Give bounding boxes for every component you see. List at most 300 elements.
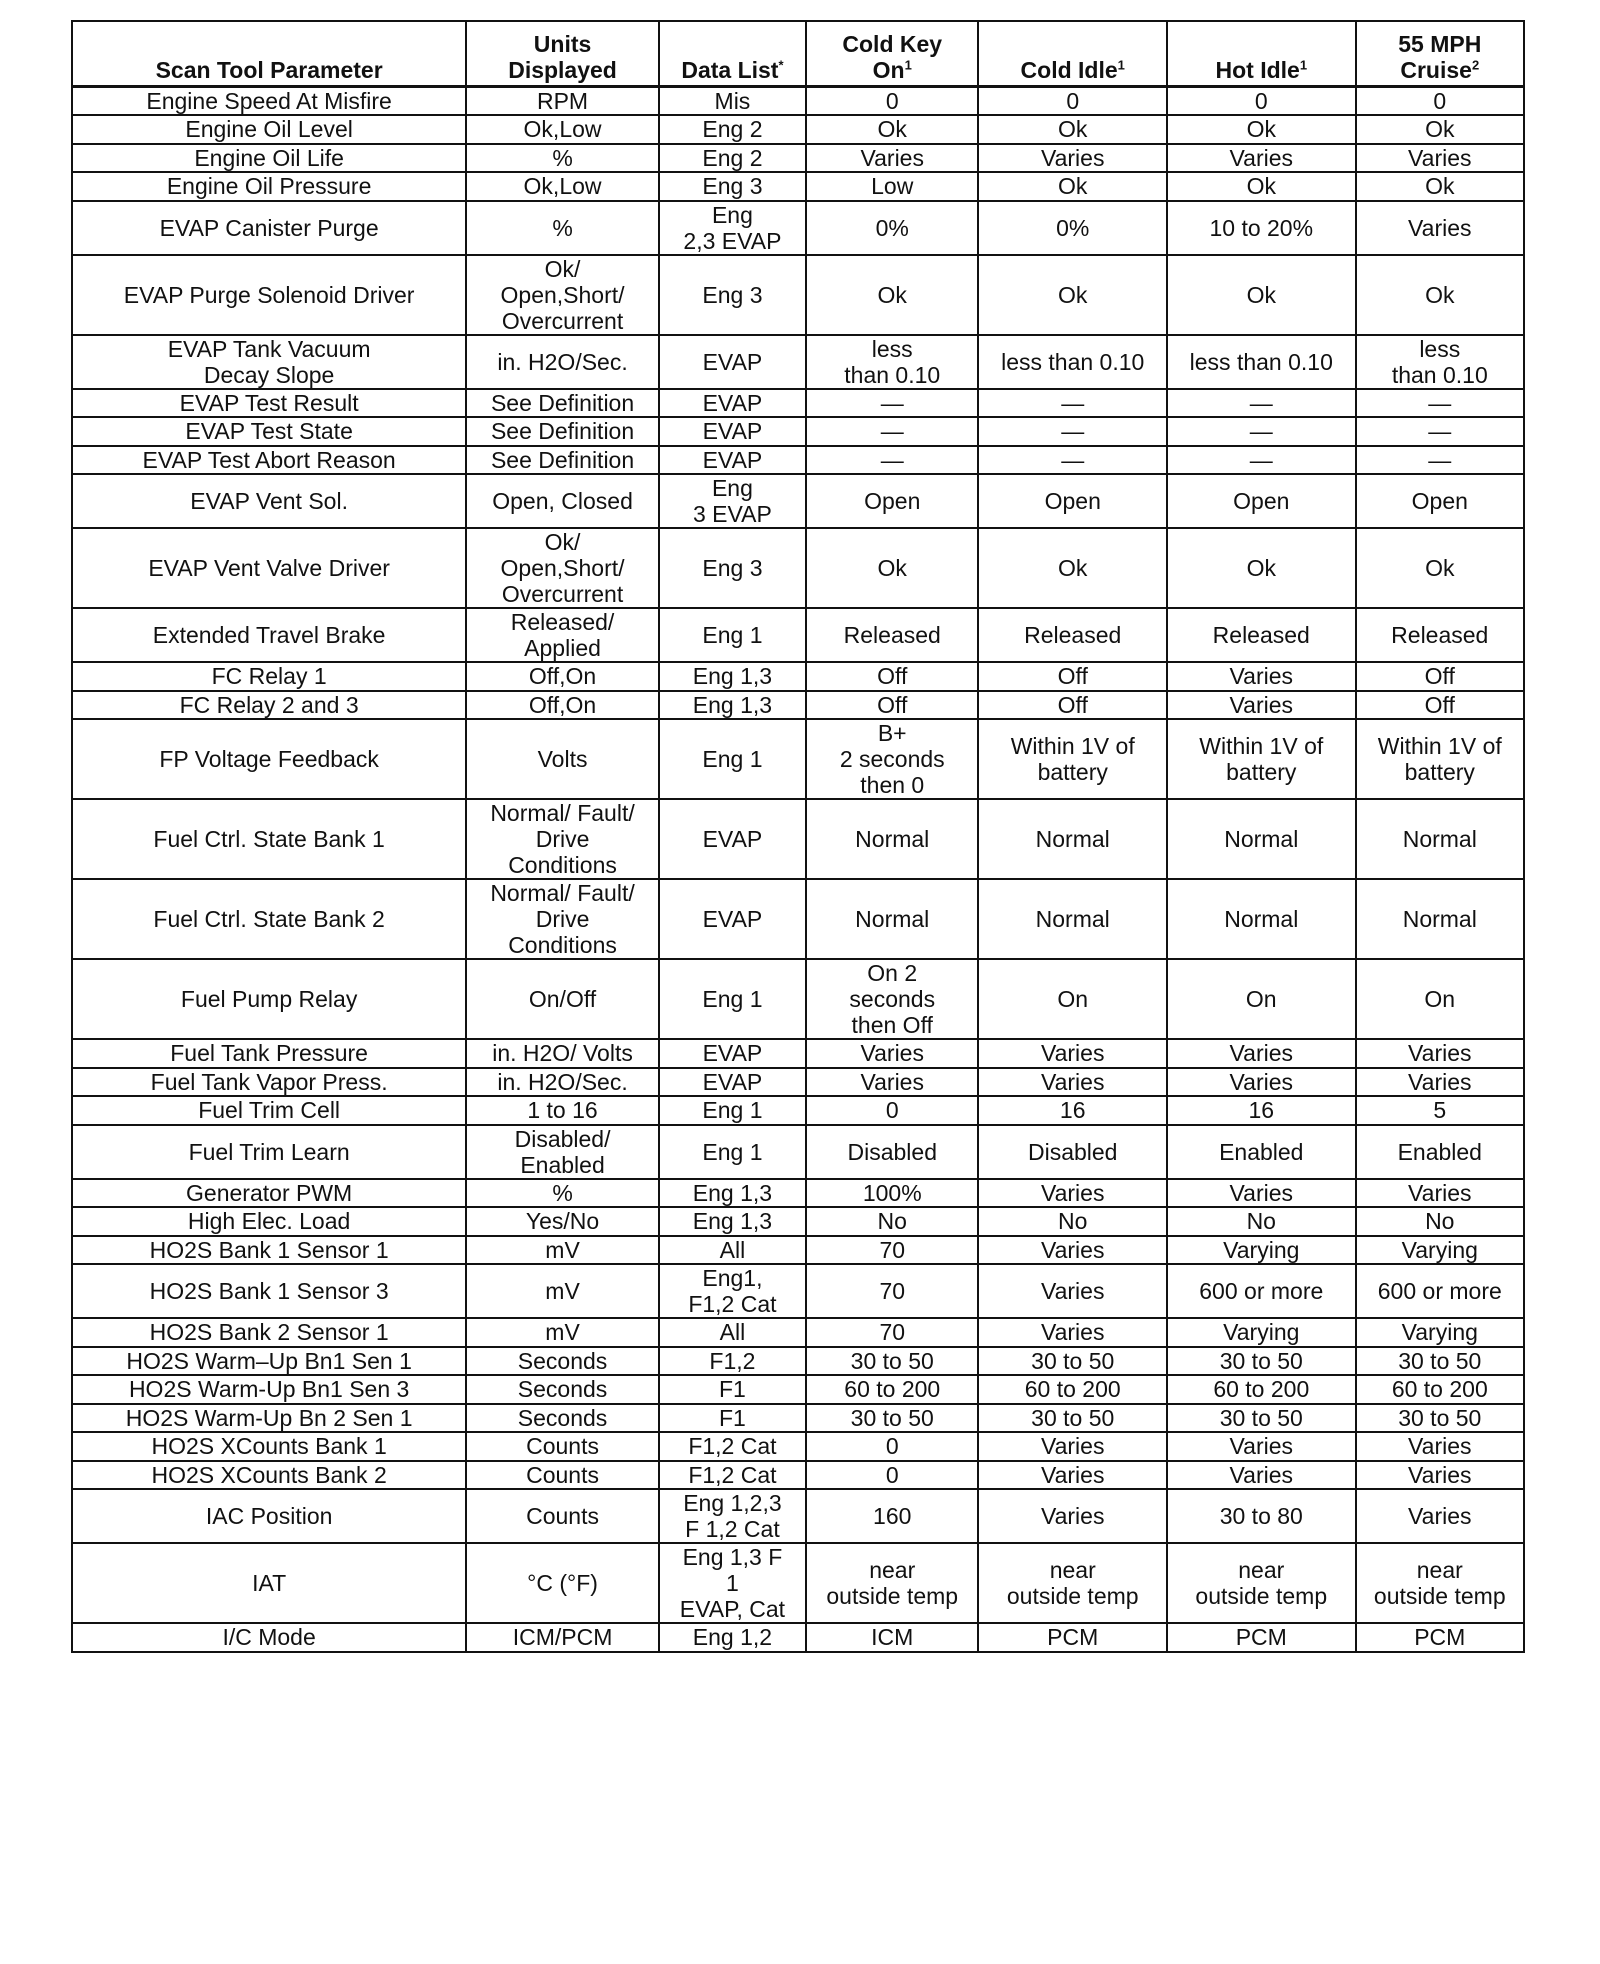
- table-row: [72, 662, 1524, 691]
- cell-cold-idle: Varies: [978, 1068, 1167, 1097]
- cell-parameter: Fuel Ctrl. State Bank 1: [72, 799, 466, 879]
- cell-parameter: I/C Mode: [72, 1623, 466, 1652]
- cell-55-mph-cruise: Varies: [1356, 1489, 1524, 1543]
- cell-parameter: IAC Position: [72, 1489, 466, 1543]
- cell-55-mph-cruise: On: [1356, 959, 1524, 1039]
- table-row: [72, 1489, 1524, 1543]
- cell-parameter: Fuel Tank Vapor Press.: [72, 1068, 466, 1097]
- table-row: [72, 1432, 1524, 1461]
- table-row: [72, 172, 1524, 201]
- cell-data-list: Eng 1: [659, 959, 806, 1039]
- table-row: [72, 201, 1524, 255]
- cell-cold-key-on: 0: [806, 1432, 978, 1461]
- cell-cold-key-on: 100%: [806, 1179, 978, 1208]
- cell-hot-idle: 30 to 50: [1167, 1347, 1356, 1376]
- cell-cold-key-on: ICM: [806, 1623, 978, 1652]
- cell-cold-key-on: 0: [806, 1461, 978, 1490]
- footnote-mark: 1: [1117, 57, 1125, 73]
- cell-55-mph-cruise: less than 0.10: [1356, 335, 1524, 389]
- cell-hot-idle: Varies: [1167, 144, 1356, 173]
- cell-data-list: Eng 2: [659, 144, 806, 173]
- cell-units: Disabled/ Enabled: [466, 1125, 659, 1179]
- cell-parameter: High Elec. Load: [72, 1207, 466, 1236]
- cell-cold-idle: 60 to 200: [978, 1375, 1167, 1404]
- cell-hot-idle: Varying: [1167, 1318, 1356, 1347]
- footnote-mark: 2: [1471, 57, 1480, 73]
- table-row: [72, 144, 1524, 173]
- cell-parameter: HO2S Warm-Up Bn1 Sen 3: [72, 1375, 466, 1404]
- cell-cold-key-on: Normal: [806, 879, 978, 959]
- cell-cold-idle: Ok: [978, 115, 1167, 144]
- cell-cold-idle: Varies: [978, 1432, 1167, 1461]
- cell-data-list: Eng 1: [659, 1125, 806, 1179]
- cell-data-list: EVAP: [659, 389, 806, 418]
- cell-55-mph-cruise: Varies: [1356, 144, 1524, 173]
- cell-hot-idle: On: [1167, 959, 1356, 1039]
- cell-cold-key-on: Released: [806, 608, 978, 662]
- cell-cold-idle: Varies: [978, 144, 1167, 173]
- cell-data-list: All: [659, 1318, 806, 1347]
- header-label: Hot Idle: [1215, 57, 1300, 83]
- table-row: [72, 528, 1524, 608]
- cell-hot-idle: Varies: [1167, 1461, 1356, 1490]
- cell-data-list: Eng 1,3: [659, 1207, 806, 1236]
- table-row: [72, 1068, 1524, 1097]
- cell-55-mph-cruise: 5: [1356, 1096, 1524, 1125]
- table-row: [72, 1125, 1524, 1179]
- cell-units: Counts: [466, 1489, 659, 1543]
- cell-hot-idle: Varies: [1167, 1432, 1356, 1461]
- table-row: [72, 691, 1524, 720]
- cell-hot-idle: near outside temp: [1167, 1543, 1356, 1623]
- cell-hot-idle: 0: [1167, 87, 1356, 116]
- cell-data-list: Eng 2: [659, 115, 806, 144]
- cell-hot-idle: Varies: [1167, 691, 1356, 720]
- cell-data-list: Eng 3: [659, 172, 806, 201]
- cell-cold-idle: Off: [978, 662, 1167, 691]
- table-row: [72, 335, 1524, 389]
- cell-cold-idle: Disabled: [978, 1125, 1167, 1179]
- cell-cold-key-on: —: [806, 389, 978, 418]
- cell-units: 1 to 16: [466, 1096, 659, 1125]
- cell-parameter: EVAP Vent Valve Driver: [72, 528, 466, 608]
- cell-parameter: HO2S XCounts Bank 2: [72, 1461, 466, 1490]
- footnote-mark: 1: [1299, 57, 1308, 73]
- cell-55-mph-cruise: Released: [1356, 608, 1524, 662]
- footnote-mark: 1: [904, 57, 912, 73]
- table-row: [72, 879, 1524, 959]
- cell-data-list: Eng 3: [659, 255, 806, 335]
- table-row: [72, 1207, 1524, 1236]
- footnote-mark: *: [778, 57, 784, 73]
- cell-hot-idle: Open: [1167, 474, 1356, 528]
- cell-cold-key-on: Off: [806, 691, 978, 720]
- cell-parameter: FC Relay 2 and 3: [72, 691, 466, 720]
- cell-cold-key-on: Varies: [806, 1068, 978, 1097]
- cell-cold-idle: Varies: [978, 1318, 1167, 1347]
- cell-parameter: Fuel Pump Relay: [72, 959, 466, 1039]
- cell-cold-idle: Varies: [978, 1264, 1167, 1318]
- table-row: [72, 1039, 1524, 1068]
- cell-data-list: F1,2: [659, 1347, 806, 1376]
- cell-units: in. H2O/ Volts: [466, 1039, 659, 1068]
- cell-parameter: Extended Travel Brake: [72, 608, 466, 662]
- cell-55-mph-cruise: —: [1356, 446, 1524, 475]
- cell-data-list: Eng 1,2,3 F 1,2 Cat: [659, 1489, 806, 1543]
- cell-cold-key-on: 0: [806, 1096, 978, 1125]
- cell-cold-idle: Varies: [978, 1039, 1167, 1068]
- cell-cold-key-on: 0: [806, 87, 978, 116]
- cell-55-mph-cruise: —: [1356, 389, 1524, 418]
- cell-parameter: EVAP Canister Purge: [72, 201, 466, 255]
- cell-hot-idle: Released: [1167, 608, 1356, 662]
- cell-hot-idle: Varies: [1167, 662, 1356, 691]
- cell-55-mph-cruise: No: [1356, 1207, 1524, 1236]
- cell-cold-idle: near outside temp: [978, 1543, 1167, 1623]
- table-row: [72, 799, 1524, 879]
- cell-units: Normal/ Fault/ Drive Conditions: [466, 799, 659, 879]
- cell-cold-key-on: 70: [806, 1264, 978, 1318]
- cell-parameter: HO2S Bank 2 Sensor 1: [72, 1318, 466, 1347]
- header-55-mph-cruise: [1356, 21, 1524, 87]
- cell-cold-key-on: 60 to 200: [806, 1375, 978, 1404]
- cell-cold-idle: Open: [978, 474, 1167, 528]
- cell-data-list: Eng 1,3 F 1 EVAP, Cat: [659, 1543, 806, 1623]
- cell-cold-idle: Normal: [978, 799, 1167, 879]
- cell-parameter: Engine Oil Pressure: [72, 172, 466, 201]
- cell-hot-idle: less than 0.10: [1167, 335, 1356, 389]
- cell-data-list: EVAP: [659, 879, 806, 959]
- cell-cold-idle: On: [978, 959, 1167, 1039]
- cell-cold-key-on: Disabled: [806, 1125, 978, 1179]
- table-row: [72, 87, 1524, 116]
- cell-cold-idle: Ok: [978, 172, 1167, 201]
- cell-55-mph-cruise: Varies: [1356, 1039, 1524, 1068]
- cell-hot-idle: —: [1167, 389, 1356, 418]
- table-row: [72, 608, 1524, 662]
- cell-55-mph-cruise: Off: [1356, 662, 1524, 691]
- cell-data-list: EVAP: [659, 417, 806, 446]
- cell-cold-idle: Ok: [978, 255, 1167, 335]
- cell-hot-idle: Ok: [1167, 115, 1356, 144]
- table-row: [72, 115, 1524, 144]
- table-row: [72, 1318, 1524, 1347]
- cell-units: %: [466, 201, 659, 255]
- cell-55-mph-cruise: PCM: [1356, 1623, 1524, 1652]
- cell-units: See Definition: [466, 389, 659, 418]
- cell-parameter: HO2S Bank 1 Sensor 3: [72, 1264, 466, 1318]
- cell-cold-idle: —: [978, 446, 1167, 475]
- cell-data-list: F1: [659, 1404, 806, 1433]
- table-row: [72, 1179, 1524, 1208]
- cell-55-mph-cruise: Off: [1356, 691, 1524, 720]
- cell-cold-key-on: near outside temp: [806, 1543, 978, 1623]
- cell-55-mph-cruise: Ok: [1356, 255, 1524, 335]
- cell-cold-idle: —: [978, 417, 1167, 446]
- cell-data-list: Eng 1: [659, 608, 806, 662]
- cell-parameter: EVAP Tank Vacuum Decay Slope: [72, 335, 466, 389]
- cell-data-list: F1: [659, 1375, 806, 1404]
- header-cold-key-on: [806, 21, 978, 87]
- cell-units: Open, Closed: [466, 474, 659, 528]
- cell-parameter: Fuel Ctrl. State Bank 2: [72, 879, 466, 959]
- cell-55-mph-cruise: 30 to 50: [1356, 1404, 1524, 1433]
- table-row: [72, 1347, 1524, 1376]
- header-units-displayed: [466, 21, 659, 87]
- table-row: [72, 446, 1524, 475]
- cell-data-list: Eng 3 EVAP: [659, 474, 806, 528]
- cell-cold-key-on: Open: [806, 474, 978, 528]
- cell-units: in. H2O/Sec.: [466, 335, 659, 389]
- cell-cold-idle: Ok: [978, 528, 1167, 608]
- cell-55-mph-cruise: Varies: [1356, 1179, 1524, 1208]
- cell-units: Normal/ Fault/ Drive Conditions: [466, 879, 659, 959]
- cell-hot-idle: —: [1167, 446, 1356, 475]
- table-row: [72, 1264, 1524, 1318]
- table-row: [72, 1543, 1524, 1623]
- table-row: [72, 959, 1524, 1039]
- cell-hot-idle: Enabled: [1167, 1125, 1356, 1179]
- cell-data-list: Eng 2,3 EVAP: [659, 201, 806, 255]
- cell-units: RPM: [466, 87, 659, 116]
- cell-hot-idle: Varying: [1167, 1236, 1356, 1265]
- header-label: Units Displayed: [508, 31, 617, 83]
- cell-cold-idle: Varies: [978, 1236, 1167, 1265]
- cell-data-list: EVAP: [659, 1068, 806, 1097]
- cell-parameter: Engine Speed At Misfire: [72, 87, 466, 116]
- cell-data-list: EVAP: [659, 446, 806, 475]
- cell-units: Seconds: [466, 1347, 659, 1376]
- cell-parameter: EVAP Test Result: [72, 389, 466, 418]
- cell-cold-idle: Within 1V of battery: [978, 719, 1167, 799]
- cell-hot-idle: Ok: [1167, 528, 1356, 608]
- cell-data-list: Eng 3: [659, 528, 806, 608]
- cell-hot-idle: Ok: [1167, 255, 1356, 335]
- cell-data-list: Eng 1,3: [659, 1179, 806, 1208]
- cell-units: %: [466, 1179, 659, 1208]
- cell-hot-idle: 60 to 200: [1167, 1375, 1356, 1404]
- cell-units: See Definition: [466, 446, 659, 475]
- cell-hot-idle: Normal: [1167, 879, 1356, 959]
- cell-units: Ok,Low: [466, 115, 659, 144]
- cell-cold-idle: No: [978, 1207, 1167, 1236]
- cell-data-list: Eng 1,3: [659, 691, 806, 720]
- cell-55-mph-cruise: Ok: [1356, 115, 1524, 144]
- header-hot-idle: [1167, 21, 1356, 87]
- cell-55-mph-cruise: 60 to 200: [1356, 1375, 1524, 1404]
- table-row: [72, 1375, 1524, 1404]
- cell-55-mph-cruise: Open: [1356, 474, 1524, 528]
- cell-hot-idle: 16: [1167, 1096, 1356, 1125]
- cell-cold-key-on: Normal: [806, 799, 978, 879]
- header-scan-tool-parameter: [72, 21, 466, 87]
- cell-data-list: Eng1, F1,2 Cat: [659, 1264, 806, 1318]
- table-row: [72, 719, 1524, 799]
- cell-units: On/Off: [466, 959, 659, 1039]
- header-label: 55 MPH Cruise: [1398, 31, 1482, 83]
- table-header: [72, 21, 1524, 87]
- cell-units: mV: [466, 1236, 659, 1265]
- cell-cold-key-on: —: [806, 417, 978, 446]
- header-label: Scan Tool Parameter: [155, 57, 383, 83]
- cell-units: Counts: [466, 1461, 659, 1490]
- cell-cold-idle: 30 to 50: [978, 1347, 1167, 1376]
- table-row: [72, 1623, 1524, 1652]
- cell-cold-key-on: 30 to 50: [806, 1404, 978, 1433]
- table-row: [72, 1404, 1524, 1433]
- table-row: [72, 255, 1524, 335]
- cell-data-list: Eng 1: [659, 719, 806, 799]
- cell-units: Seconds: [466, 1375, 659, 1404]
- cell-cold-idle: 16: [978, 1096, 1167, 1125]
- header-label: Cold Key On: [842, 31, 943, 83]
- cell-units: Volts: [466, 719, 659, 799]
- header-row: [72, 21, 1524, 87]
- cell-cold-idle: 30 to 50: [978, 1404, 1167, 1433]
- cell-cold-key-on: On 2 seconds then Off: [806, 959, 978, 1039]
- cell-cold-key-on: Varies: [806, 144, 978, 173]
- cell-cold-key-on: 160: [806, 1489, 978, 1543]
- cell-cold-key-on: 0%: [806, 201, 978, 255]
- cell-cold-key-on: 70: [806, 1318, 978, 1347]
- cell-hot-idle: Varies: [1167, 1068, 1356, 1097]
- cell-data-list: EVAP: [659, 335, 806, 389]
- cell-units: Yes/No: [466, 1207, 659, 1236]
- cell-cold-key-on: Ok: [806, 255, 978, 335]
- cell-cold-key-on: No: [806, 1207, 978, 1236]
- table-row: [72, 1461, 1524, 1490]
- cell-55-mph-cruise: Varies: [1356, 1068, 1524, 1097]
- cell-cold-idle: 0: [978, 87, 1167, 116]
- cell-cold-key-on: Ok: [806, 528, 978, 608]
- cell-cold-idle: —: [978, 389, 1167, 418]
- cell-hot-idle: 600 or more: [1167, 1264, 1356, 1318]
- header-data-list: [659, 21, 806, 87]
- cell-55-mph-cruise: Normal: [1356, 799, 1524, 879]
- cell-parameter: FP Voltage Feedback: [72, 719, 466, 799]
- cell-55-mph-cruise: Ok: [1356, 172, 1524, 201]
- cell-hot-idle: 10 to 20%: [1167, 201, 1356, 255]
- cell-parameter: Generator PWM: [72, 1179, 466, 1208]
- cell-parameter: HO2S Warm-Up Bn 2 Sen 1: [72, 1404, 466, 1433]
- cell-cold-key-on: Ok: [806, 115, 978, 144]
- cell-55-mph-cruise: 600 or more: [1356, 1264, 1524, 1318]
- cell-parameter: EVAP Test State: [72, 417, 466, 446]
- cell-parameter: Fuel Trim Learn: [72, 1125, 466, 1179]
- cell-parameter: Engine Oil Life: [72, 144, 466, 173]
- cell-55-mph-cruise: Ok: [1356, 528, 1524, 608]
- cell-cold-idle: Varies: [978, 1461, 1167, 1490]
- cell-data-list: Eng 1,3: [659, 662, 806, 691]
- table-row: [72, 389, 1524, 418]
- cell-units: Ok/ Open,Short/ Overcurrent: [466, 528, 659, 608]
- cell-units: Seconds: [466, 1404, 659, 1433]
- cell-hot-idle: Ok: [1167, 172, 1356, 201]
- cell-cold-idle: PCM: [978, 1623, 1167, 1652]
- cell-55-mph-cruise: Varying: [1356, 1318, 1524, 1347]
- cell-cold-key-on: less than 0.10: [806, 335, 978, 389]
- cell-data-list: Mis: [659, 87, 806, 116]
- cell-parameter: EVAP Test Abort Reason: [72, 446, 466, 475]
- cell-parameter: HO2S Bank 1 Sensor 1: [72, 1236, 466, 1265]
- cell-parameter: FC Relay 1: [72, 662, 466, 691]
- header-label: Data List: [681, 57, 779, 83]
- cell-cold-key-on: —: [806, 446, 978, 475]
- cell-cold-key-on: B+ 2 seconds then 0: [806, 719, 978, 799]
- cell-55-mph-cruise: 0: [1356, 87, 1524, 116]
- cell-parameter: EVAP Purge Solenoid Driver: [72, 255, 466, 335]
- cell-55-mph-cruise: —: [1356, 417, 1524, 446]
- cell-units: Counts: [466, 1432, 659, 1461]
- cell-cold-key-on: 30 to 50: [806, 1347, 978, 1376]
- table-row: [72, 474, 1524, 528]
- header-label: Cold Idle: [1020, 57, 1118, 83]
- cell-cold-key-on: 70: [806, 1236, 978, 1265]
- cell-hot-idle: Normal: [1167, 799, 1356, 879]
- cell-55-mph-cruise: Within 1V of battery: [1356, 719, 1524, 799]
- cell-hot-idle: PCM: [1167, 1623, 1356, 1652]
- cell-units: See Definition: [466, 417, 659, 446]
- cell-units: mV: [466, 1318, 659, 1347]
- cell-parameter: EVAP Vent Sol.: [72, 474, 466, 528]
- table-row: [72, 1236, 1524, 1265]
- cell-data-list: All: [659, 1236, 806, 1265]
- cell-55-mph-cruise: 30 to 50: [1356, 1347, 1524, 1376]
- cell-cold-idle: Off: [978, 691, 1167, 720]
- cell-parameter: HO2S XCounts Bank 1: [72, 1432, 466, 1461]
- cell-cold-key-on: Off: [806, 662, 978, 691]
- table-body: [72, 87, 1524, 1652]
- cell-hot-idle: 30 to 50: [1167, 1404, 1356, 1433]
- cell-data-list: F1,2 Cat: [659, 1432, 806, 1461]
- cell-cold-idle: 0%: [978, 201, 1167, 255]
- cell-units: Ok,Low: [466, 172, 659, 201]
- cell-parameter: Fuel Trim Cell: [72, 1096, 466, 1125]
- cell-units: Off,On: [466, 691, 659, 720]
- cell-cold-idle: Released: [978, 608, 1167, 662]
- cell-hot-idle: 30 to 80: [1167, 1489, 1356, 1543]
- cell-units: ICM/PCM: [466, 1623, 659, 1652]
- cell-units: mV: [466, 1264, 659, 1318]
- cell-55-mph-cruise: Normal: [1356, 879, 1524, 959]
- cell-parameter: HO2S Warm–Up Bn1 Sen 1: [72, 1347, 466, 1376]
- cell-units: in. H2O/Sec.: [466, 1068, 659, 1097]
- cell-data-list: EVAP: [659, 799, 806, 879]
- cell-hot-idle: No: [1167, 1207, 1356, 1236]
- cell-units: °C (°F): [466, 1543, 659, 1623]
- cell-cold-key-on: Low: [806, 172, 978, 201]
- cell-cold-key-on: Varies: [806, 1039, 978, 1068]
- cell-hot-idle: —: [1167, 417, 1356, 446]
- cell-units: Off,On: [466, 662, 659, 691]
- cell-data-list: Eng 1,2: [659, 1623, 806, 1652]
- cell-hot-idle: Varies: [1167, 1179, 1356, 1208]
- cell-hot-idle: Varies: [1167, 1039, 1356, 1068]
- cell-cold-idle: less than 0.10: [978, 335, 1167, 389]
- cell-units: Released/ Applied: [466, 608, 659, 662]
- cell-55-mph-cruise: Varies: [1356, 1432, 1524, 1461]
- scan-tool-parameter-table: [71, 20, 1525, 1653]
- cell-55-mph-cruise: Varies: [1356, 201, 1524, 255]
- cell-cold-idle: Normal: [978, 879, 1167, 959]
- cell-data-list: EVAP: [659, 1039, 806, 1068]
- cell-parameter: Engine Oil Level: [72, 115, 466, 144]
- cell-parameter: Fuel Tank Pressure: [72, 1039, 466, 1068]
- cell-cold-idle: Varies: [978, 1489, 1167, 1543]
- cell-parameter: IAT: [72, 1543, 466, 1623]
- cell-55-mph-cruise: near outside temp: [1356, 1543, 1524, 1623]
- cell-data-list: Eng 1: [659, 1096, 806, 1125]
